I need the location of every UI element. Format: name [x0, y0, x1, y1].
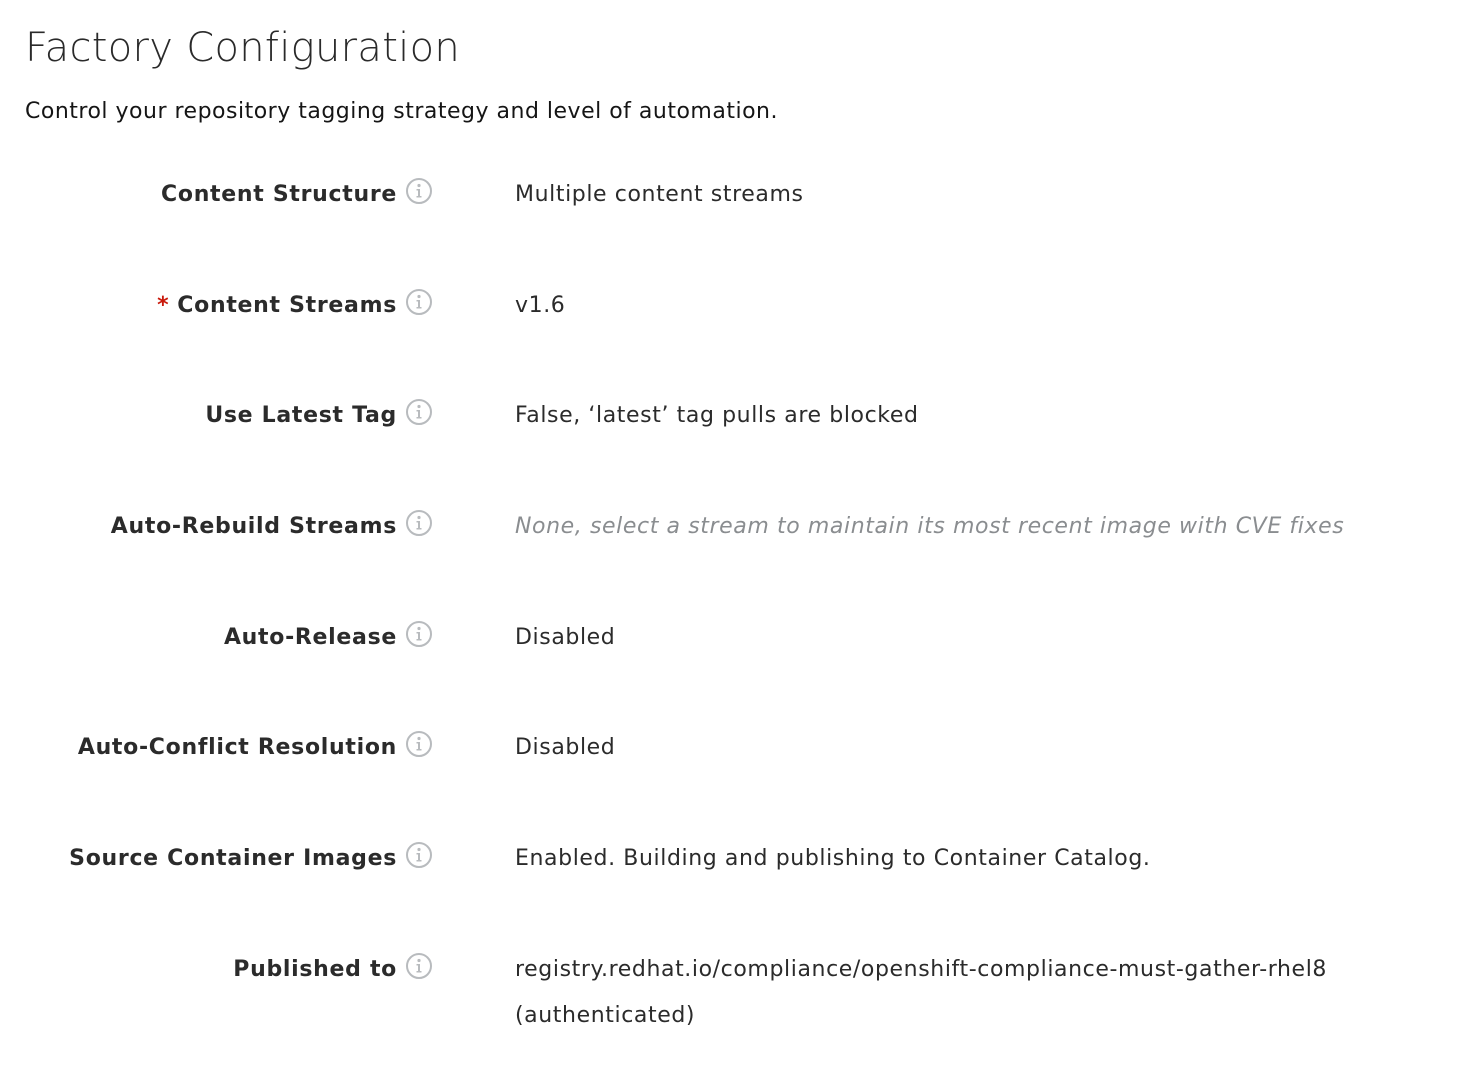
field-value: Disabled: [515, 625, 616, 650]
field-value: False, ‘latest’ tag pulls are blocked: [515, 403, 919, 428]
field-label: [205, 399, 433, 433]
field-content-streams: [0, 289, 1482, 349]
field-content-structure: [0, 178, 1482, 238]
field-label-text: Auto-Release: [223, 625, 397, 650]
info-circle-icon[interactable]: [405, 730, 433, 758]
field-label-text: [157, 289, 397, 323]
info-circle-icon[interactable]: [405, 288, 433, 316]
published-auth-note: (authenticated): [515, 1003, 696, 1028]
field-value-placeholder: None, select a stream to maintain its most recent image with CVE fixes: [515, 514, 1345, 539]
field-label: [78, 731, 433, 765]
field-label-text: Auto-Rebuild Streams: [110, 514, 397, 539]
field-published-to: [0, 953, 1482, 1053]
field-value: Disabled: [515, 735, 616, 760]
field-auto-conflict-resolution: [0, 731, 1482, 791]
field-value: [515, 947, 1327, 1039]
published-registry-path[interactable]: registry.redhat.io/compliance/openshift-compliance-must-gather-rhel8: [515, 957, 1328, 982]
field-value: Multiple content streams: [515, 182, 804, 207]
field-label: [224, 621, 433, 655]
page-title: Factory Configuration: [25, 25, 461, 71]
field-label: [69, 842, 433, 876]
required-indicator: *: [157, 293, 170, 318]
field-label-text: Use Latest Tag: [205, 403, 397, 428]
field-label: [111, 510, 433, 544]
field-value: v1.6: [515, 293, 566, 318]
field-auto-rebuild-streams: [0, 510, 1482, 570]
info-circle-icon[interactable]: [405, 952, 433, 980]
info-circle-icon[interactable]: [405, 509, 433, 537]
field-label-name: Content Streams: [177, 293, 397, 318]
field-value: Enabled. Building and publishing to Container Catalog.: [515, 846, 1151, 871]
info-circle-icon[interactable]: [405, 841, 433, 869]
field-label-text: Content Structure: [161, 182, 397, 207]
field-auto-release: [0, 621, 1482, 681]
info-circle-icon[interactable]: [405, 177, 433, 205]
page-description: Control your repository tagging strategy and level of automation.: [25, 99, 778, 124]
field-label-text: Source Container Images: [69, 846, 397, 871]
field-label: [157, 289, 433, 323]
field-label-text: Auto-Conflict Resolution: [77, 735, 397, 760]
field-use-latest-tag: [0, 399, 1482, 459]
field-source-container-images: [0, 842, 1482, 902]
info-circle-icon[interactable]: [405, 620, 433, 648]
field-label: [233, 953, 433, 987]
field-label: [161, 178, 433, 212]
info-circle-icon[interactable]: [405, 398, 433, 426]
field-label-text: Published to: [233, 957, 397, 982]
